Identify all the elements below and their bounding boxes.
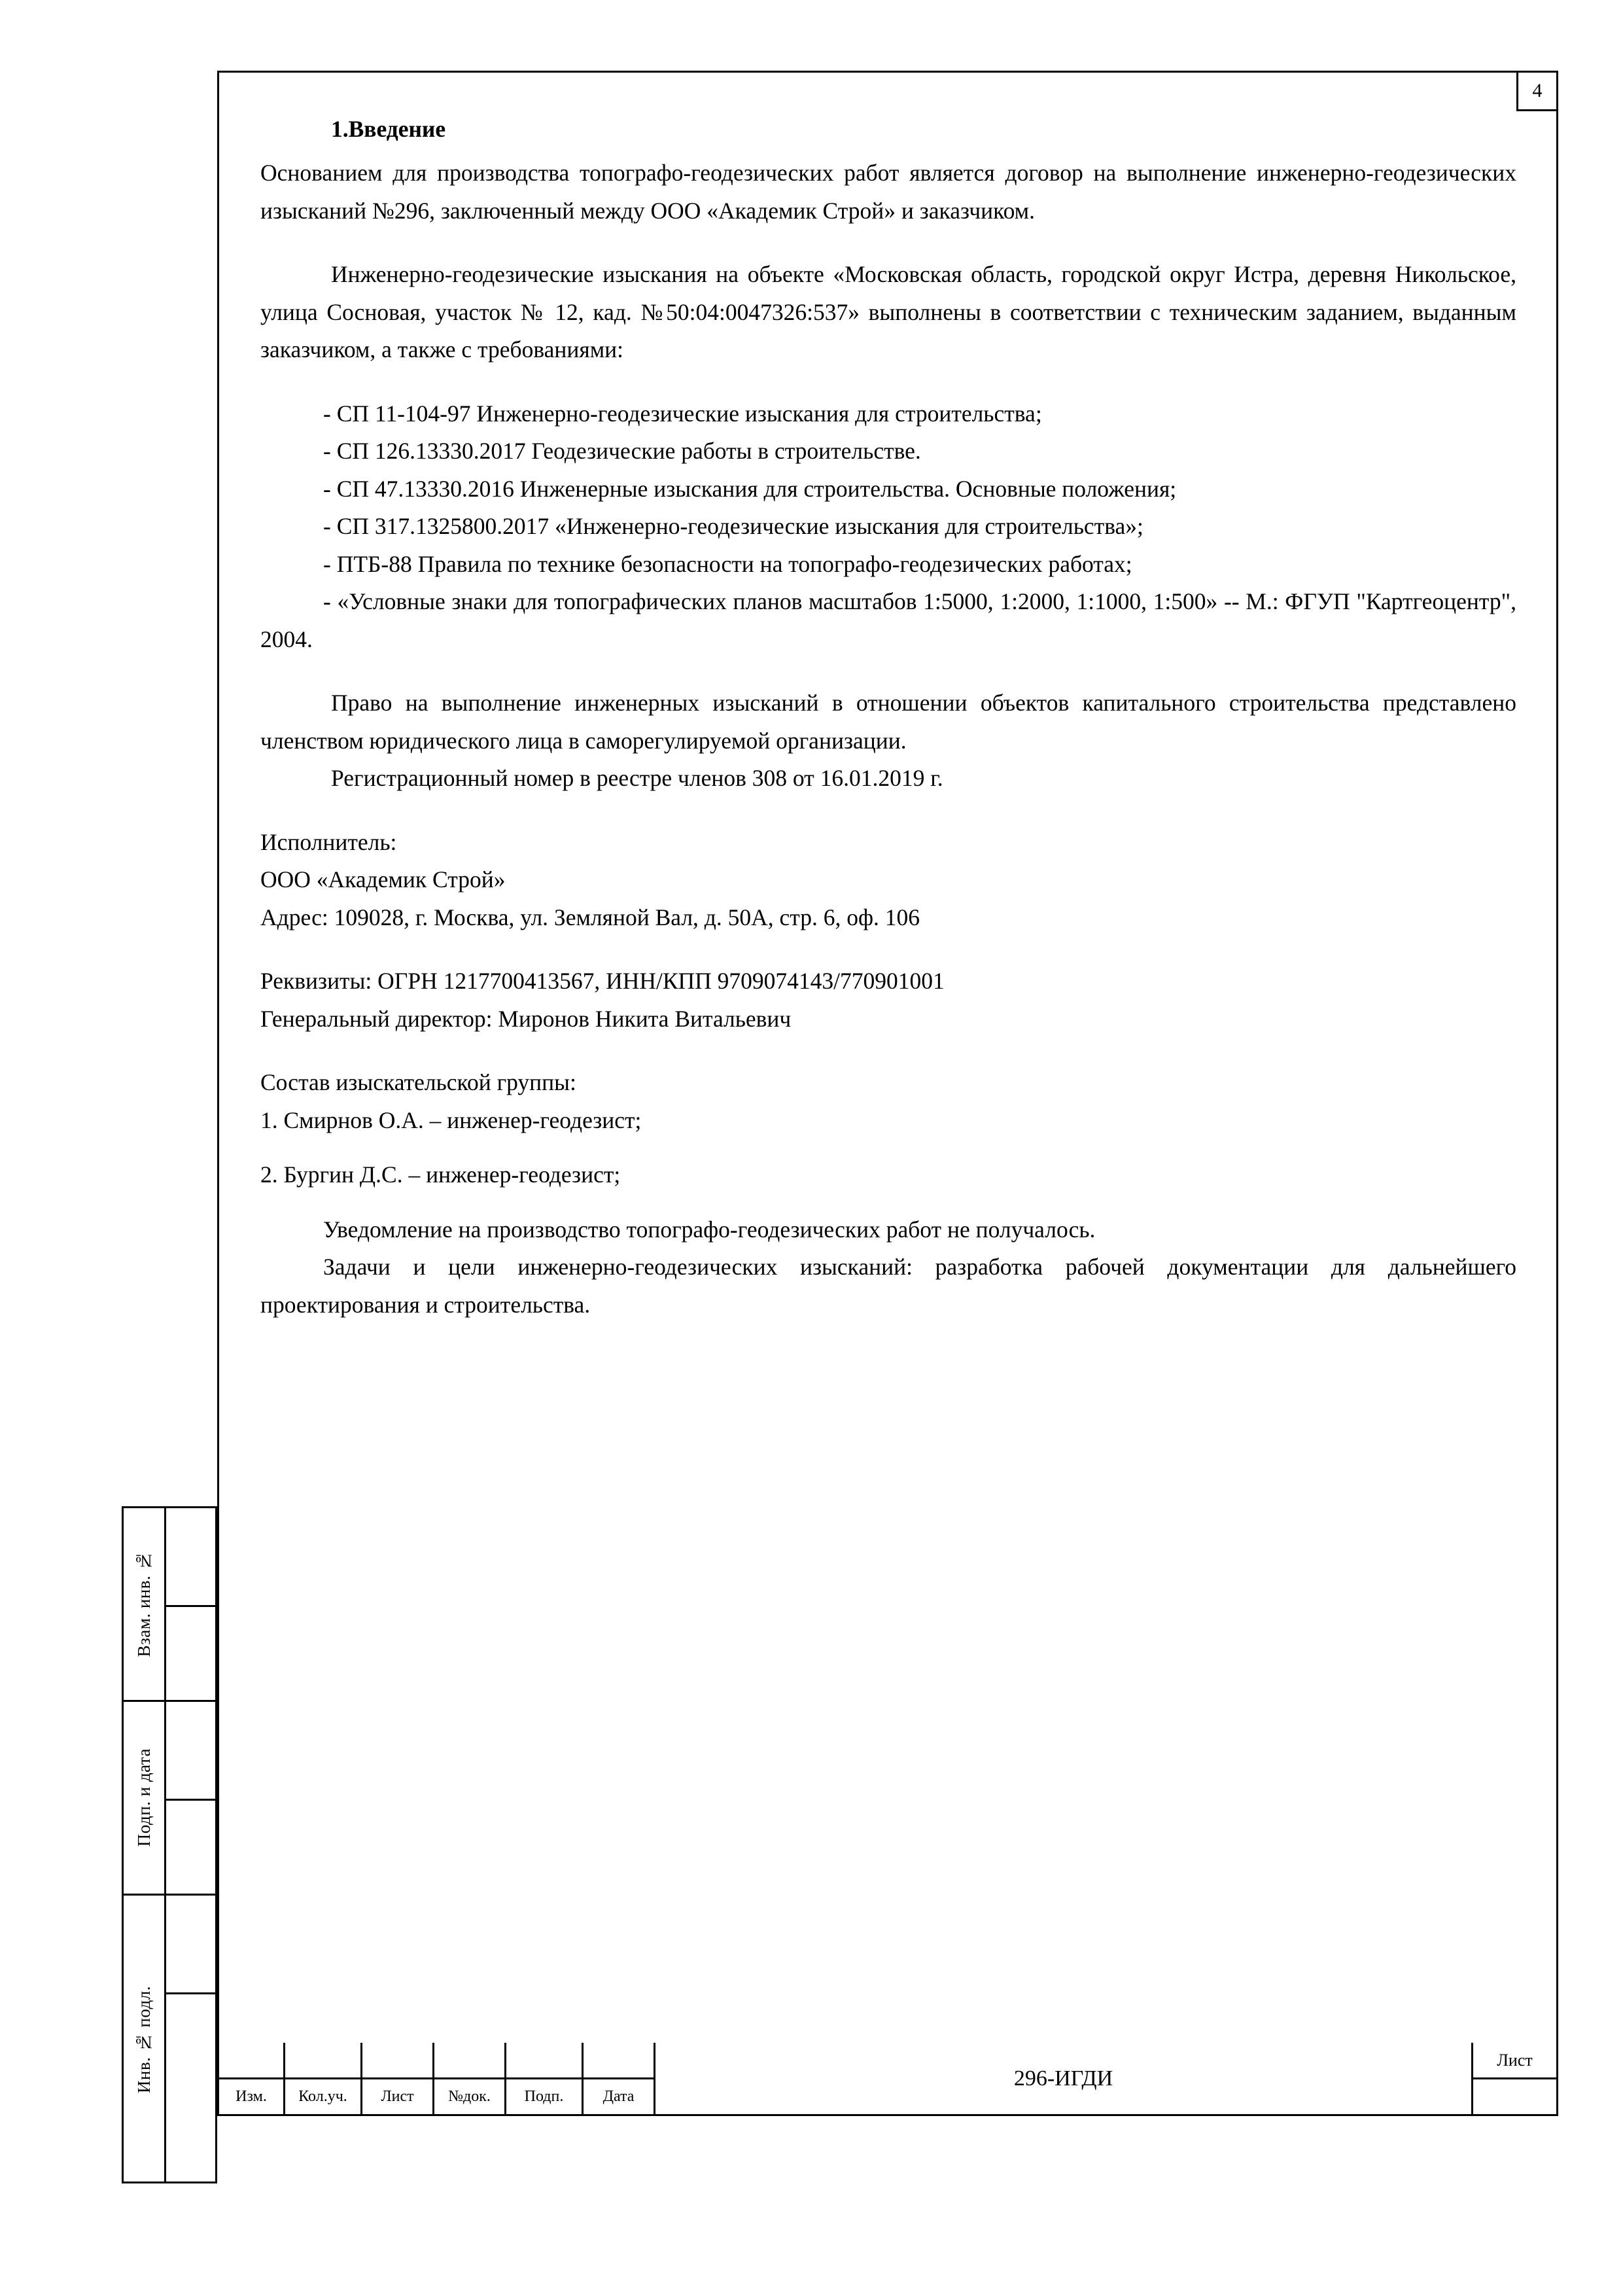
spacer-3 [260,658,1516,684]
title-block-sheet-label: Лист [1473,2043,1558,2079]
title-block-top-cell-3 [362,2043,434,2079]
requirement-item-4: - СП 317.1325800.2017 «Инженерно-геодезические изыскания для строительства»; [323,513,1143,539]
paragraph-object: Инженерно-геодезические изыскания на объекте «Московская область, городской округ Истра, деревня Никольское, улица Сосновая, участок № 12, кад. №50:04:0047326:537» выполнены в соответствии с техническим заданием, выданным заказчиком, а также с требованиями: [260,261,1516,362]
paragraph-notification: Уведомление на производство топографо-геодезических работ не получалось. [323,1216,1096,1243]
left-strip-label-podp: Подп. и дата [133,1748,154,1847]
contractor-company: ООО «Академик Строй» [260,866,506,892]
spacer-6 [260,1038,1516,1064]
title-block-top-cell-6 [584,2043,655,2079]
left-strip-label-vzam-wrap [124,1508,164,1700]
left-strip-label-inv: Инв. № подл. [133,1985,154,2094]
left-strip-label-inv-wrap [124,1896,164,2183]
left-margin-stamp-column [122,1506,217,2183]
spacer-7 [260,1139,1516,1156]
title-block-col-izm: Изм. [217,2079,285,2116]
left-strip-subline-2 [164,1799,217,1801]
spacer-4 [260,798,1516,824]
spacer-5 [260,936,1516,963]
paragraph-basis: Основанием для производства топографо-геодезических работ является договор на выполнение инженерно-геодезических изысканий №296, заключенный между ООО «Академик Строй» и заказчиком. [260,160,1516,224]
spacer-1 [260,230,1516,256]
requirement-item-1: - СП 11-104-97 Инженерно-геодезические изыскания для строительства; [323,400,1042,427]
page-number: 4 [1516,71,1558,111]
spacer-2 [260,369,1516,395]
contractor-director: Генеральный директор: Миронов Никита Витальевич [260,1005,792,1032]
paragraph-goals: Задачи и цели инженерно-геодезических изысканий: разработка рабочей документации для дальнейшего проектирования и строительства. [260,1254,1516,1318]
left-strip-subline-3 [164,1992,217,1994]
spacer-8 [260,1194,1516,1211]
document-body [260,115,1516,1324]
paragraph-registration-number: Регистрационный номер в реестре членов 308 от 16.01.2019 г. [331,765,943,791]
requirement-item-6: - «Условные знаки для топографических планов масштабов 1:5000, 1:2000, 1:1000, 1:500» -- М.: ФГУП "Картгеоцентр", 2004. [260,588,1516,652]
left-strip-label-vzam: Взам. инв. № [133,1551,154,1657]
contractor-address: Адрес: 109028, г. Москва, ул. Земляной Вал, д. 50А, стр. 6, оф. 106 [260,904,920,930]
left-strip-subline-1 [164,1605,217,1607]
title-block-top-cell-2 [285,2043,362,2079]
team-member-2: 2. Бургин Д.С. – инженер-геодезист; [260,1161,621,1188]
section-heading: 1.Введение [331,116,446,142]
left-strip-label-podp-wrap [124,1702,164,1894]
requirement-item-2: - СП 126.13330.2017 Геодезические работы в строительстве. [323,438,921,464]
title-block-top-cell-1 [217,2043,285,2079]
contractor-requisites: Реквизиты: ОГРН 1217700413567, ИНН/КПП 9709074143/770901001 [260,968,945,994]
title-block-col-podp: Подп. [506,2079,584,2116]
requirement-item-5: - ПТБ-88 Правила по технике безопасности на топографо-геодезических работах; [323,550,1132,577]
requirement-item-3: - СП 47.13330.2016 Инженерные изыскания для строительства. Основные положения; [323,475,1177,502]
title-block-col-koluch: Кол.уч. [285,2079,362,2116]
title-block-col-list: Лист [362,2079,434,2116]
title-block [217,2043,1558,2116]
contractor-label: Исполнитель: [260,828,397,855]
title-block-document-code: 296-ИГДИ [655,2043,1473,2116]
team-member-1: 1. Смирнов О.А. – инженер-геодезист; [260,1106,642,1133]
title-block-top-cell-5 [506,2043,584,2079]
title-block-col-ndok: №док. [434,2079,506,2116]
title-block-sheet-value [1473,2079,1558,2116]
title-block-top-cell-4 [434,2043,506,2079]
title-block-col-data: Дата [584,2079,655,2116]
paragraph-sro-right: Право на выполнение инженерных изысканий в отношении объектов капитального строительства представлено членством юридического лица в саморегулируемой организации. [260,690,1516,754]
team-label: Состав изыскательской группы: [260,1069,576,1095]
left-strip-cell-inv [124,1896,217,2183]
